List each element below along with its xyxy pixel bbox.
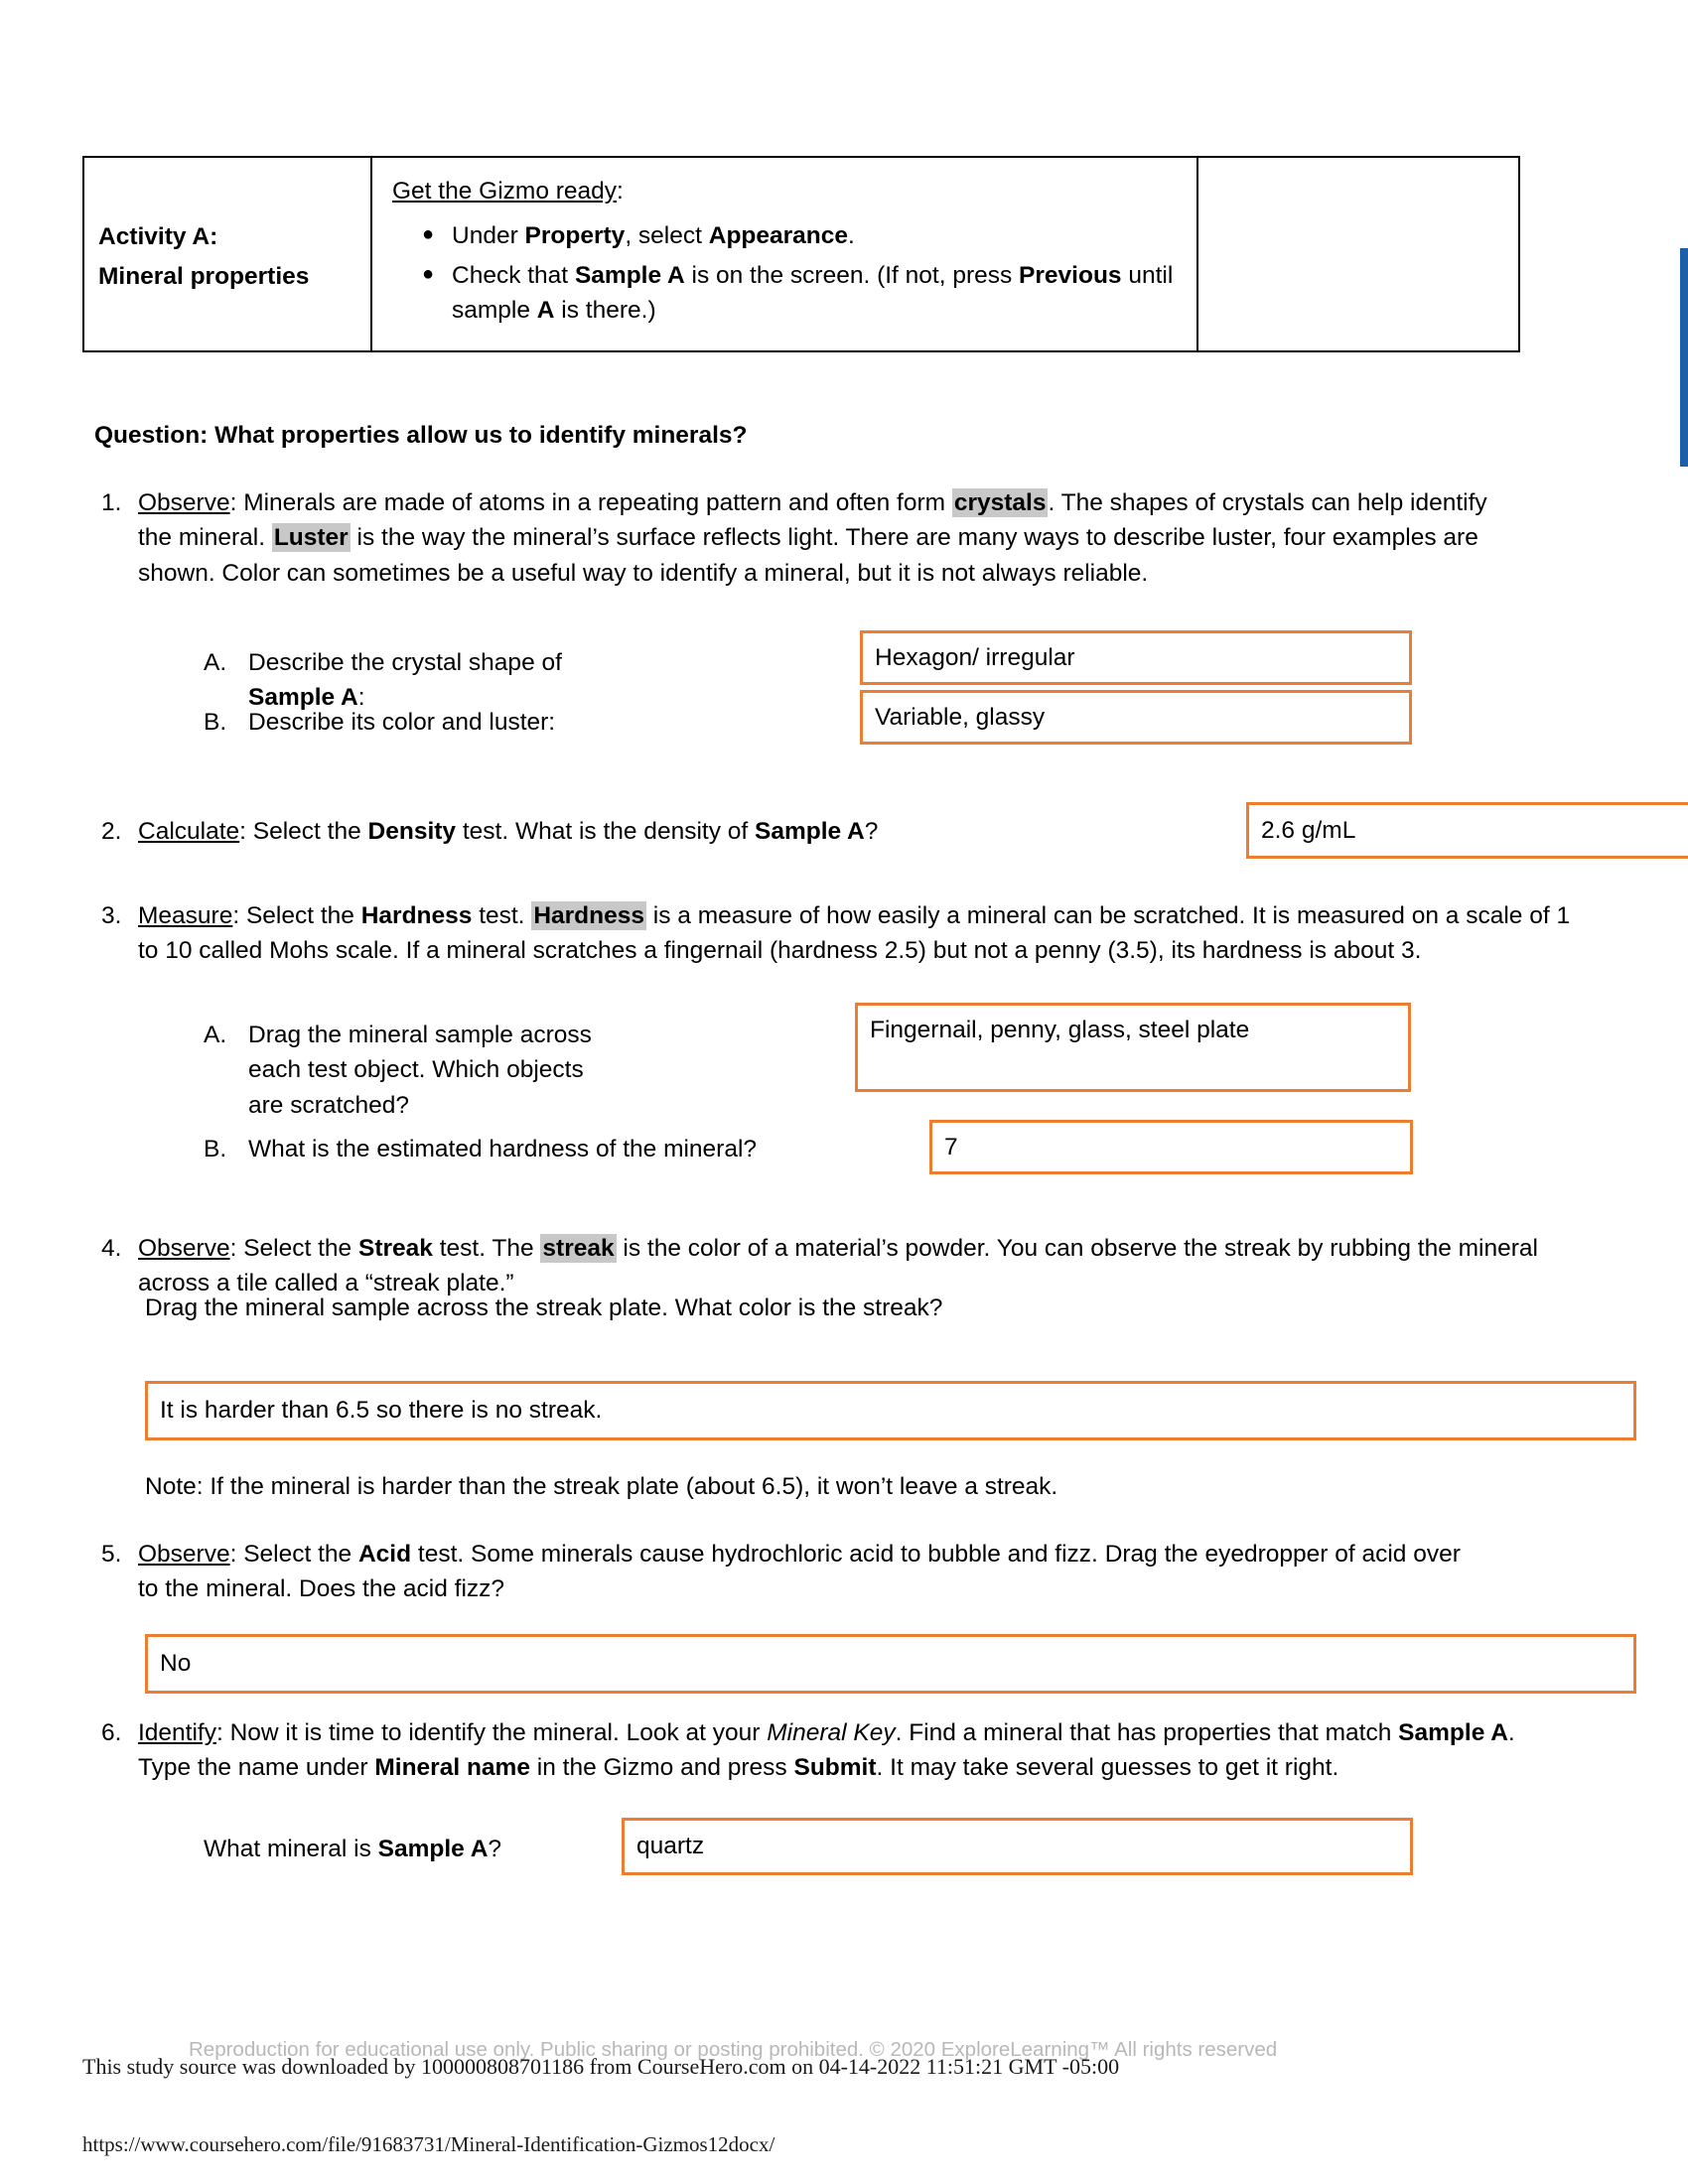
item-6-verb: Identify (138, 1719, 216, 1746)
footer-download-notice: This study source was downloaded by 100000808701186 from CourseHero.com on 04-14-2022 11:51:21 GMT -05:00 (82, 2054, 1120, 2079)
item-2-bold-sample: Sample A (755, 818, 865, 845)
b2-bold1: Sample A (574, 261, 685, 289)
answer-field-6[interactable]: quartz (622, 1818, 1413, 1875)
item-1-body (138, 485, 1504, 591)
item-3A-label: A. (204, 1022, 227, 1048)
item-6-line2b: . Type the name under (138, 1719, 1515, 1782)
list-item-2 (94, 814, 1216, 849)
b1-bold1: Property (524, 221, 626, 249)
item-3-line2: measured on a scale of 1 to 10 called Mohs scale. If a mineral scratches a fingernail (hardness 2.5) but not (138, 902, 1571, 965)
answer-field-1B[interactable]: Variable, glassy (860, 690, 1412, 745)
item-5-line1a: : Select the (229, 1541, 358, 1568)
item-4-line1c: is the color of a material’s powder. You can observe the streak (616, 1235, 1291, 1262)
item-3A-text (248, 1018, 621, 1123)
item-1B-text: Describe its color and luster: (248, 709, 556, 736)
item-1-line1a: : Minerals are made of atoms in a repeating pattern and often form (229, 489, 952, 516)
item-5-verb: Observe (138, 1541, 230, 1568)
item-5-line1b: test. Some minerals cause hydrochloric acid to bubble and fizz. (411, 1541, 1098, 1568)
b1-pre: Under (452, 221, 525, 249)
activity-title-cell (84, 158, 372, 350)
item-6-italic-mineral-key: Mineral Key (767, 1719, 896, 1746)
item-6-line2d: . It may take (876, 1754, 1009, 1782)
item-1A-text-b: : (357, 684, 365, 712)
item-3-line1b: test. (472, 902, 532, 929)
item-1-line2b: is the way the mineral’s surface reflects light. There are many (350, 524, 1018, 552)
list-item-6 (94, 1715, 1564, 1786)
item-4-number: 4. (101, 1235, 122, 1262)
item-6-prompt-bold: Sample A (377, 1836, 489, 1862)
item-4-highlight-streak: streak (542, 1235, 615, 1262)
instruction-bullet-1 (392, 218, 1181, 253)
b1-mid: , select (625, 221, 709, 249)
item-2-text-b: test. What is the density of (456, 818, 755, 845)
item-1-line2a: crystals can help identify the mineral. (138, 489, 1487, 552)
list-item-3 (94, 898, 1574, 969)
item-6-number: 6. (101, 1719, 122, 1746)
item-4-line2: by rubbing the mineral across a tile called a “streak plate.” (138, 1235, 1538, 1297)
item-2-verb: Calculate (138, 818, 240, 845)
item-3-highlight-hardness: Hardness (533, 902, 644, 929)
item-3-verb: Measure (138, 902, 233, 929)
item-3A-line2: object. Which objects are scratched? (248, 1056, 584, 1119)
item-3A-line1: Drag the mineral sample across each test (248, 1022, 592, 1084)
item-6-line1a: : Now it is time to identify the mineral. Look at your (216, 1719, 768, 1746)
b2-bold2: Previous (1019, 261, 1122, 289)
answer-field-2[interactable]: 2.6 g/mL (1246, 802, 1688, 859)
footer-source-url[interactable]: https://www.coursehero.com/file/91683731/Mineral-Identification-Gizmos12docx/ (82, 2132, 775, 2156)
list-item-1 (94, 485, 1504, 591)
answer-field-3B[interactable]: 7 (929, 1120, 1413, 1174)
item-1A-label: A. (204, 649, 227, 676)
item-1B-label: B. (204, 709, 227, 736)
get-ready-heading-text: Get the Gizmo ready (392, 178, 618, 205)
b2-mid: is on the screen. (If not, press (684, 261, 1020, 289)
b2-post: until sample (452, 261, 1174, 324)
item-1A-text-a: Describe the crystal shape of (248, 649, 562, 676)
item-5-line2: Drag the eyedropper of acid over to the mineral. Does the acid fizz? (138, 1541, 1461, 1603)
item-4-line1a: : Select the (229, 1235, 358, 1262)
item-1-line1b: . The shapes of (1048, 489, 1215, 516)
instruction-bullet-1-text (452, 218, 1181, 253)
instruction-bullet-2-text (452, 258, 1181, 328)
item-3-line3: a penny (3.5), its hardness is about 3. (1014, 937, 1422, 965)
b1-post: . (848, 221, 855, 249)
item-1-line4: mineral, but it is not always reliable. (764, 559, 1149, 587)
item-3-line1c: is a measure of how easily a mineral can be scratched. It is (645, 902, 1291, 929)
item-1-highlight-luster: Luster (273, 524, 349, 552)
item-4-line1b: test. The (432, 1235, 541, 1262)
item-3-bold-hardness: Hardness (360, 902, 473, 929)
answer-field-3A[interactable]: Fingernail, penny, glass, steel plate (855, 1003, 1411, 1092)
list-item-3B (204, 1132, 839, 1166)
item-5-number: 5. (101, 1541, 122, 1568)
list-item-3A (204, 1018, 621, 1123)
b2-bold3: A (536, 296, 555, 324)
item-3-number: 3. (101, 902, 122, 929)
b1-bold2: Appearance (708, 221, 849, 249)
item-3-body (138, 898, 1574, 969)
answer-field-5[interactable]: No (145, 1634, 1636, 1694)
answer-field-4[interactable]: It is harder than 6.5 so there is no streak. (145, 1381, 1636, 1440)
page-question-heading: Question: What properties allow us to identify minerals? (94, 422, 748, 449)
item-3B-label: B. (204, 1136, 227, 1162)
get-ready-colon: : (617, 178, 624, 205)
item-4-note: Note: If the mineral is harder than the streak plate (about 6.5), it won’t leave a streak. (145, 1473, 1058, 1500)
item-6-prompt-b: ? (488, 1836, 502, 1862)
item-4-bold-streak: Streak (357, 1235, 433, 1262)
item-6-line1b: . Find a mineral that has properties (895, 1719, 1272, 1746)
item-1A-bold: Sample A (248, 684, 358, 712)
list-item-5 (94, 1537, 1484, 1607)
item-1-number: 1. (101, 489, 122, 516)
item-6-bold-mineral-name: Mineral name (374, 1754, 530, 1782)
item-1-verb: Observe (138, 489, 230, 516)
item-3B-text: What is the estimated hardness of the mineral? (248, 1136, 758, 1162)
list-item-1B (204, 705, 631, 740)
footer-reproduction-notice: Reproduction for educational use only. Public sharing or posting prohibited. © 2020 ExploreLearning™ All rights reserved (189, 2038, 1278, 2061)
b2-pre: Check that (452, 261, 575, 289)
item-1-line3: ways to describe luster, four examples are shown. Color can sometimes be a useful way to identify a (138, 524, 1478, 587)
item-2-number: 2. (101, 818, 122, 845)
activity-instructions-cell (372, 158, 1198, 350)
activity-header-table (82, 156, 1520, 352)
item-6-prompt (204, 1832, 621, 1866)
activity-title-line1: Activity A: (98, 223, 218, 251)
get-ready-heading (392, 174, 1181, 209)
bullet-dot-icon: ● (422, 222, 435, 245)
item-3-line1a: : Select the (232, 902, 361, 929)
item-1-highlight-crystals: crystals (953, 489, 1047, 516)
item-5-bold-acid: Acid (357, 1541, 412, 1568)
bullet-dot-icon: ● (422, 262, 435, 285)
item-6-line2a: that match (1277, 1719, 1399, 1746)
item-6-line2c: in the Gizmo and press (529, 1754, 794, 1782)
activity-title-line2: Mineral properties (98, 262, 310, 290)
item-5-body (138, 1537, 1484, 1607)
item-2-bold-density: Density (367, 818, 457, 845)
right-edge-scroll-indicator[interactable] (1680, 248, 1688, 467)
item-2-text-a: : Select the (239, 818, 368, 845)
item-2-body (138, 814, 1216, 849)
item-6-bold-sample: Sample A (1398, 1719, 1508, 1746)
item-6-prompt-a: What mineral is (204, 1836, 378, 1862)
b2-tail: is there.) (554, 296, 656, 324)
activity-image-cell (1198, 158, 1518, 350)
item-6-body (138, 1715, 1564, 1786)
answer-field-1A[interactable]: Hexagon/ irregular (860, 630, 1412, 685)
instruction-bullet-2 (392, 258, 1181, 328)
item-4-line3: Drag the mineral sample across the streak plate. What color is the streak? (145, 1295, 943, 1321)
item-6-line3: several guesses to get it right. (1015, 1754, 1339, 1782)
item-4-verb: Observe (138, 1235, 230, 1262)
item-6-bold-submit: Submit (793, 1754, 877, 1782)
item-2-text-c: ? (864, 818, 879, 845)
